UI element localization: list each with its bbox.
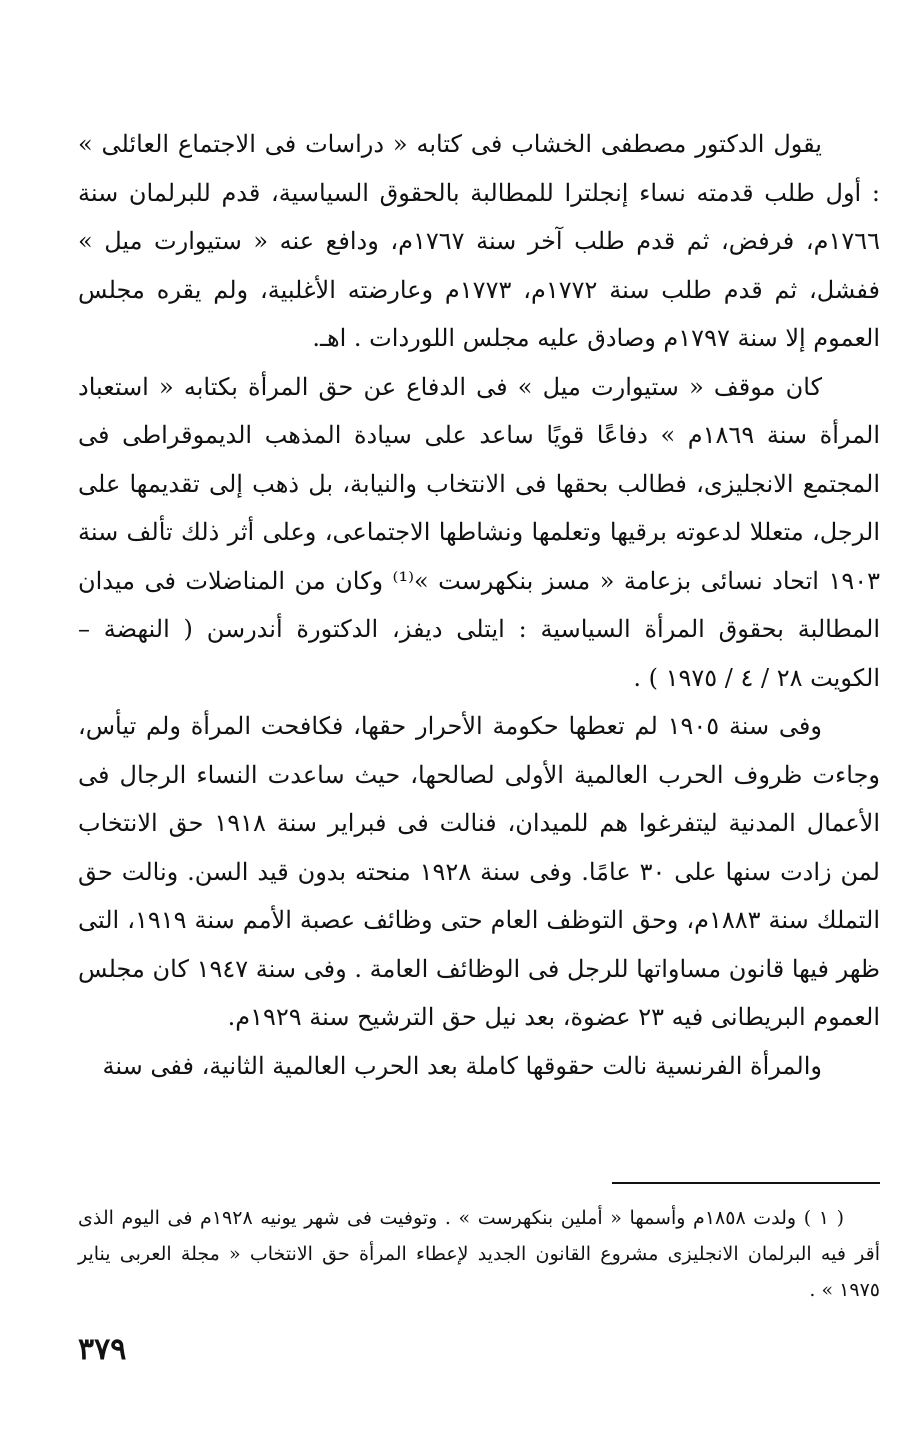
footnotes (78, 1200, 880, 1308)
main-text (78, 120, 880, 1090)
footnote-1: ( ١ ) ولدت ١٨٥٨م وأسمها « أملين بنكهرست » . وتوفيت فى شهر يونيه ١٩٢٨م فى اليوم الذى أقر فيه البرلمان الانجليزى مشروع القانون الجديد لإعطاء المرأة حق الانتخاب « مجلة العربى يناير ١٩٧٥ » . (78, 1207, 880, 1301)
paragraph-2: كان موقف « ستيوارت ميل » فى الدفاع عن حق المرأة بكتابه « استعباد المرأة سنة ١٨٦٩م » دفاعًا قويًا ساعد على سيادة المذهب الديموقراطى فى المجتمع الانجليزى، فطالب بحقها فى الانتخاب والنيابة، بل ذهب إلى تقديمها على الرجل، متعللا لدعوته برقيها وتعلمها ونشاطها الاجتماعى، وعلى أثر ذلك تألف سنة ١٩٠٣ اتحاد نسائى بزعامة « مسز بنكهرست »⁽¹⁾ وكان من المناضلات فى ميدان المطالبة بحقوق المرأة السياسية : ايتلى ديفز، الدكتورة أندرسن ( النهضة – الكويت ٢٨ / ٤ / ١٩٧٥ ) . (78, 372, 880, 692)
page-number: ٣٧٩ (78, 1332, 127, 1367)
footnote-divider (612, 1182, 880, 1184)
paragraph-4: والمرأة الفرنسية نالت حقوقها كاملة بعد الحرب العالمية الثانية، ففى سنة (102, 1051, 822, 1080)
paragraph-3: وفى سنة ١٩٠٥ لم تعطها حكومة الأحرار حقها، فكافحت المرأة ولم تيأس، وجاءت ظروف الحرب العالمية الأولى لصالحها، حيث ساعدت النساء الرجال فى الأعمال المدنية ليتفرغوا هم للميدان، فنالت فى فبراير سنة ١٩١٨ حق الانتخاب لمن زادت سنها على ٣٠ عامًا. وفى سنة ١٩٢٨ منحته بدون قيد السن. ونالت حق التملك سنة ١٨٨٣م، وحق التوظف العام حتى وظائف عصبة الأمم سنة ١٩١٩، التى ظهر فيها قانون مساواتها للرجل فى الوظائف العامة . وفى سنة ١٩٤٧ كان مجلس العموم البريطانى فيه ٢٣ عضوة، بعد نيل حق الترشيح سنة ١٩٢٩م. (78, 712, 881, 1031)
paragraph-1: يقول الدكتور مصطفى الخشاب فى كتابه « دراسات فى الاجتماع العائلى » : أول طلب قدمته نساء إنجلترا للمطالبة بالحقوق السياسية، قدم للبرلمان سنة ١٧٦٦م، فرفض، ثم قدم طلب آخر سنة ١٧٦٧م، ودافع عنه « ستيوارت ميل » ففشل، ثم قدم طلب سنة ١٧٧٢م، ١٧٧٣م وعارضته الأغلبية، ولم يقره مجلس العموم إلا سنة ١٧٩٧م وصادق عليه مجلس اللوردات . اهـ. (78, 130, 881, 352)
